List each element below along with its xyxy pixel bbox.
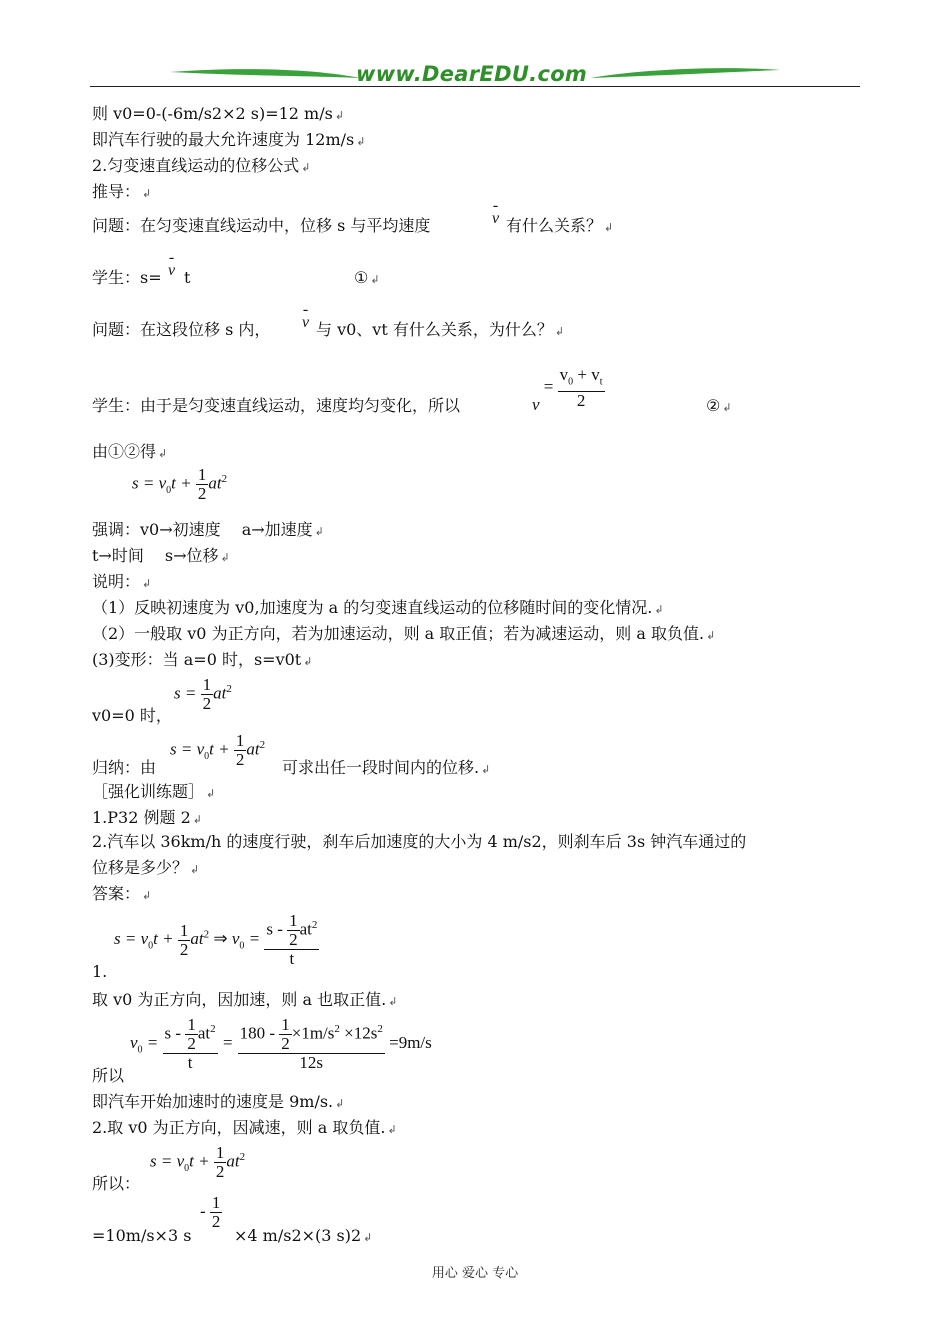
line-4: 推导： ↲ <box>92 182 152 201</box>
line-13: （1）反映初速度为 v0,加速度为 a 的匀变速直线运动的位移随时间的变化情况. ↲ <box>92 598 664 617</box>
site-logo[interactable]: www.DearEDU.com <box>356 62 588 86</box>
line-1: 则 v0=0-(-6m/s2×2 s)=12 m/s ↲ <box>92 104 345 123</box>
line-7b: 与 v0、vt 有什么关系，为什么？ ↲ <box>316 320 565 339</box>
line-19: 1.P32 例题 2 ↲ <box>92 808 202 827</box>
line-21: 位移是多少？ ↲ <box>92 858 200 877</box>
line-11: t→时间 s→位移 ↲ <box>92 546 230 565</box>
header-rule <box>90 86 860 87</box>
line-26: 即汽车开始加速时的速度是 9m/s. ↲ <box>92 1092 345 1111</box>
line-10: 强调：v0→初速度 a→加速度 ↲ <box>92 520 324 539</box>
line-17b: 可求出任一段时间内的位移. ↲ <box>282 758 491 777</box>
vbar-symbol-3: - v <box>302 301 310 331</box>
line-12: 说明： ↲ <box>92 572 152 591</box>
line-22: 答案： ↲ <box>92 884 152 903</box>
line-7: 问题：在这段位移 s 内， <box>92 320 271 339</box>
line-2: 即汽车行驶的最大允许速度为 12m/s ↲ <box>92 130 366 149</box>
eq-mark-2: ② ↲ <box>706 396 732 415</box>
line-24: 取 v0 为正方向，因加速，则 a 也取正值. ↲ <box>92 990 398 1009</box>
line-20: 2.汽车以 36km/h 的速度行驶，刹车后加速度的大小为 4 m/s2，则刹车后 3s 钟汽车通过的 <box>92 832 747 851</box>
formula-summary: $s = v_0t$ + $\frac{1}{2}$ $at^2$ <box>170 731 266 769</box>
line-27: 2.取 v0 为正方向，因减速，则 a 取负值. ↲ <box>92 1118 397 1137</box>
line-6: 学生：s= <box>92 268 162 287</box>
formula-v0-zero: s = $\frac{1}{2}$ $at^2$ <box>174 675 232 713</box>
line-8: 学生：由于是匀变速直线运动，速度均匀变化，所以 <box>92 396 461 415</box>
line-28: 所以： <box>92 1174 141 1193</box>
line-25: 所以 <box>92 1066 125 1085</box>
line-18: ［强化训练题］ ↲ <box>92 782 216 801</box>
vbar-symbol-1: - v <box>492 197 500 227</box>
line-15: (3)变形：当 a=0 时，s=v0t ↲ <box>92 650 313 669</box>
line-14: （2）一般取 v0 为正方向，若为加速运动，则 a 取正值；若为减速运动，则 a 取负值. ↲ <box>92 624 716 643</box>
line-5: 问题：在匀变速直线运动中，位移 s 与平均速度 <box>92 216 431 235</box>
page-footer: 用心 爱心 专心 <box>431 1266 519 1281</box>
formula-displacement: $s = v_0t$ + $\frac{1}{2}$ $at^2$ <box>132 465 228 503</box>
formula-derive-v0: $s = v_0t$ + $\frac{1}{2}$ $at^2$ ⇒ $v_0$ = s - $\frac{1}{2}$ $at^2$ t <box>114 911 318 968</box>
line-29: =10m/s×3 s <box>92 1226 192 1245</box>
formula-calc-v0: $v_0$ = s - $\frac{1}{2}$ $at^2$ t = 180 - $\frac{1}{2}$ $\times 1m/s^2 \times 12s^2$ 12s =9m/s <box>130 1015 432 1072</box>
line-16: v0=0 时， <box>92 706 172 725</box>
formula-decel: $s = v_0t$ + $\frac{1}{2}$ $at^2$ <box>150 1143 246 1181</box>
line-17: 归纳：由 <box>92 758 157 777</box>
line-6b: t <box>184 268 191 287</box>
formula-vbar: v = $\frac{v_0 + v_t}{2}$ <box>532 365 603 415</box>
vbar-symbol-2: - v <box>168 249 176 279</box>
line-9: 由①②得 ↲ <box>92 442 168 461</box>
formula-half: - $\frac{1}{2}$ <box>200 1193 221 1231</box>
line-23: 1. <box>92 962 108 981</box>
line-5b: 有什么关系？ ↲ <box>506 216 614 235</box>
eq-mark-1: ① ↲ <box>354 268 380 287</box>
line-3: 2.匀变速直线运动的位移公式 ↲ <box>92 156 311 175</box>
line-29b: ×4 m/s2×(3 s)2 ↲ <box>234 1226 373 1245</box>
